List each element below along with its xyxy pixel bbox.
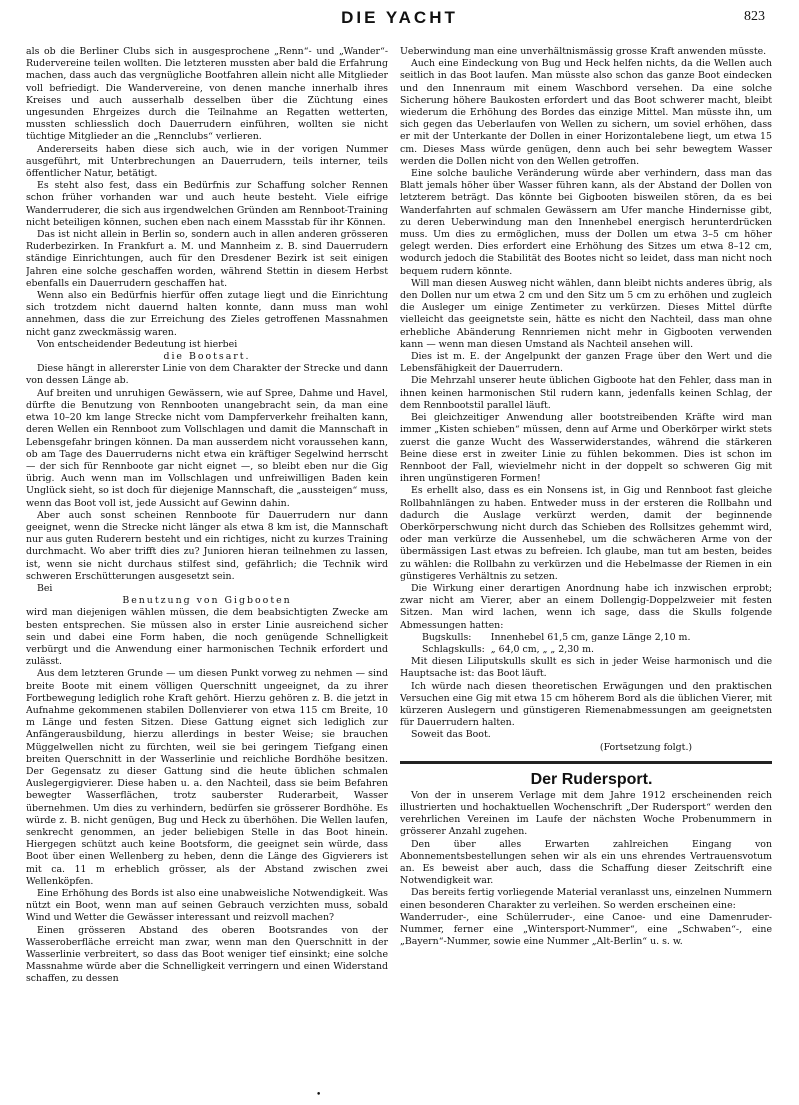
paragraph: Andererseits haben diese sich auch, wie in der vorigen Nummer ausgeführt, mit Unterbrechungen an Dauerrudern, teils interner, teils öffentlicher Natur, betätigt. <box>26 143 388 180</box>
paragraph: Dies ist m. E. der Angelpunkt der ganzen Frage über den Wert und die Lebensfähigkeit der Dauerrudern. <box>400 351 772 375</box>
page-number: 823 <box>744 9 765 24</box>
paragraph: Bei gleichzeitiger Anwendung aller bootstreibenden Kräfte wird man immer „Kisten schieben“ müssen, denn auf Arme und Oberkörper wirkt stets zuerst die ganze Wucht des Wasserwiderstandes, während die stärkeren Beine diese erst in zweiter Linie zu fühlen bekommen. Dies ist schon im Rennboot der Fall, wievielmehr nicht in der doppelt so schweren Gig mit ihren ungünstigeren Formen! <box>400 412 772 485</box>
paragraph: Auf breiten und unruhigen Gewässern, wie auf Spree, Dahme und Havel, dürfte die Benutzung von Rennbooten unangebracht sein, da man eine etwa 10–20 km lange Strecke nicht vom Dampferverkehr freihalten kann, deren Wellen ein Rennboot zum Vollschlagen und damit die Mannschaft in Lebensgefahr bringen können. Da man ausserdem nicht voraussehen kann, ob am Tage des Dauerruderns nicht etwa ein kräftiger Segelwind herrscht — der sich für Rennboote gar nicht eignet —, so bleibt eben nur die Gig übrig. Auch wenn man im Vollschlagen und unfreiwilligen Baden kein Unglück sieht, so ist doch für diejenige Mannschaft, die „aussteigen“ muss, wenn das Boot voll ist, jede Aussicht auf Gewinn dahin. <box>26 387 388 509</box>
left-column <box>26 46 388 1096</box>
paragraph: Wenn also ein Bedürfnis hierfür offen zutage liegt und die Einrichtung sich trotzdem nicht dauernd halten konnte, dann muss man wohl annehmen, dass die zur Erreichung des Zieles getroffenen Massnahmen nicht ganz zweckmässig waren. <box>26 290 388 338</box>
table-cell-spec: Innenhebel 61,5 cm, ganze Länge 2,10 m. <box>490 631 691 643</box>
skull-dimensions-table <box>422 632 696 656</box>
paragraph: Die Mehrzahl unserer heute üblichen Gigboote hat den Fehler, dass man in ihnen keinen harmonischen Stil rudern kann, jedenfalls keinen Schlag, der dem Rennbootstil parallel läuft. <box>400 375 772 411</box>
footer-mark: • <box>316 1090 322 1100</box>
paragraph: wird man diejenigen wählen müssen, die dem beabsichtigten Zwecke am besten entsprechen. Sie müssen also in erster Linie ausreichend sicher sein und dabei eine Form haben, die noch genügende Schnelligkeit verbürgt und die Anwendung einer harmonischen Technik erfordert und zulässt. <box>26 607 388 668</box>
paragraph: Will man diesen Ausweg nicht wählen, dann bleibt nichts anderes übrig, als den Dollen nur um etwa 2 cm und den Sitz um 5 cm zu erhöhen und zugleich die Ausleger um einige Zentimeter zu verkürzen. Dieses Mittel dürfte vielleicht das geeignetste sein, hätte es nicht den Nachteil, dass man ohne erhebliche Abänderung Rennriemen nicht mehr in Gigbooten verwenden kann — wenn man diesen Umstand als Nachteil ansehen will. <box>400 277 772 350</box>
paragraph: Das ist nicht allein in Berlin so, sondern auch in allen anderen grösseren Ruderbezirken. In Frankfurt a. M. und Mannheim z. B. sind Dauerrudern ständige Einrichtungen, auch für den Dresdener Bezirk ist seit einigen Jahren eine solche geschaffen worden, während Stettin in diesem Herbst ebenfalls ein Dauerrudern geschaffen hat. <box>26 229 388 289</box>
table-row <box>422 632 696 644</box>
section-divider <box>400 761 772 764</box>
paragraph: Mit diesen Liliputskulls skullt es sich in jeder Weise harmonisch und die Hauptsache ist: das Boot läuft. <box>400 656 772 680</box>
paragraph: Aber auch sonst scheinen Rennboote für Dauerrudern nur dann geeignet, wenn die Strecke nicht länger als etwa 8 km ist, die Mannschaft nur aus guten Ruderern besteht und ein richtiges, nicht zu kurzes Training durchmacht. Wo aber trifft dies zu? Junioren hieran teilnehmen zu lassen, ist, wenn sie nicht durchaus stilfest sind, gefährlich; die Technik wird schweren Erschütterungen ausgesetzt sein. <box>26 509 388 582</box>
table-cell-label: Bugskulls: <box>422 631 472 643</box>
paragraph: Aus dem letzteren Grunde — um diesen Punkt vorweg zu nehmen — sind breite Boote mit einem völligen Querschnitt ungeeignet, da zu ihrer Fortbewegung lediglich rohe Kraft gehört. Hierzu gehören z. B. die jetzt in Aufnahme gekommenen stabilen Dollenvierer von etwa 115 cm Breite, 10 m Länge und festen Sitzen. Diese Gattung eignet sich lediglich zur Anfängerausbildung, hierzu allerdings in bester Weise; sie brauchen Müggelwellen nicht zu fürchten, weil sie bei geringem Tiefgang einen breiten Querschnitt in der Wasserlinie und reichliche Bordhöhe besitzen. Der Gegensatz zu dieser Gattung sind die heute üblichen schmalen Auslegergigvierer. Diese haben u. a. den Nachteil, dass sie beim Befahren bewegter Wasserflächen, trotz sauberster Ruderarbeit, Wasser übernehmen. Um dies zu verhindern, bedürfen sie grösserer Bordhöhe. Es würde z. B. nicht genügen, Bug und Heck zu überhöhen. Die Wellen laufen, senkrecht genommen, an jeder beliebigen Stelle in das Boot hinein. Hiergegen schützt auch keine Bootsform, die geeignet sein würde, dass Boot über einen Wellenberg zu heben, denn die Länge des Gigvierers ist mit ca. 11 m erheblich grösser, als der Abstand zwischen zwei Wellenköpfen. <box>26 668 388 887</box>
paragraph: Es steht also fest, dass ein Bedürfnis zur Schaffung solcher Rennen schon früher vorhanden war und auch heute besteht. Viele eifrige Wanderruderer, die sich aus irgendwelchen Gründen am Rennboot-Training nicht beteiligen können, suchen eben nach einem Massstab für ihr Können. <box>26 180 388 228</box>
table-cell-spec: „ 64,0 cm, „ „ 2,30 m. <box>490 643 594 655</box>
paragraph: Soweit das Boot. <box>411 729 491 741</box>
paragraph: Auch eine Eindeckung von Bug und Heck helfen nichts, da die Wellen auch seitlich in das Boot laufen. Man müsste also schon das ganze Boot eindecken und den Innenraum mit einem Waschbord versehen. Da eine solche Sicherung höhere Baukosten erfordert und das Boot schwerer macht, bleibt wiederum die Erhöhung des Bordes das einzige Mittel. Man müsste ihn, um sich gegen das Ueberlaufen von Wellen zu sichern, um soviel erhöhen, dass er mit der Unterkante der Dollen in einer Horizontalebene liegt, um etwa 15 cm. Dieses Mass würde genügen, denn auch bei sehr bewegtem Wasser werden die Dollen nicht von den Wellen getroffen. <box>400 58 772 167</box>
paragraph: Die Wirkung einer derartigen Anordnung habe ich inzwischen erprobt; zwar nicht am Vierer, aber an einem Dollengig-Doppelzweier mit festen Sitzen. Man wird lachen, wenn ich sage, dass die Skulls folgende Abmessungen hatten: <box>400 582 772 631</box>
paragraph: Einen grösseren Abstand des oberen Bootsrandes von der Wasseroberfläche erreicht man zwar, wenn man den Querschnitt in der Wasserlinie verbreitert, so dass das Boot weniger tief einsinkt; eine solche Massnahme würde aber die Schnelligkeit verringern und einen Widerstand schaffen, zu dessen <box>26 924 388 985</box>
issue-list: Wanderruder-, eine Schülerruder-, eine Canoe- und eine Damenruder-Nummer, ferner eine „Wintersport-Nummer“, eine „Schwaben“-, eine „Bayern“-Nummer, sowie eine Nummer „Alt-Berlin“ u. s. w. <box>400 911 772 948</box>
paragraph: Das bereits fertig vorliegende Material veranlasst uns, einzelnen Nummern einen besonderen Charakter zu verleihen. So werden erscheinen eine: <box>400 887 772 911</box>
running-title: DIE YACHT <box>341 8 458 27</box>
continued-note: (Fortsetzung folgt.) <box>599 741 693 753</box>
paragraph: Bei <box>37 582 53 594</box>
paragraph: Diese hängt in allererster Linie von dem Charakter der Strecke und dann von dessen Länge ab. <box>26 363 388 387</box>
section-heading-gigbooten: Benutzung von Gigbooten <box>122 595 292 607</box>
paragraph: Eine Erhöhung des Bords ist also eine unabweisliche Notwendigkeit. Was nützt ein Boot, wenn man auf seinen Gebrauch verzichten muss, sobald Wind und Wetter die Gewässer interessant und reizvoll machen? <box>26 888 388 924</box>
article-title: Der Rudersport. <box>530 770 653 788</box>
right-column <box>400 46 772 1046</box>
paragraph: Von der in unserem Verlage mit dem Jahre 1912 erscheinenden reich illustrierten und hochaktuellen Wochenschrift „Der Rudersport“ werden den verehrlichen Vereinen im Laufe der nächsten Woche Probenummern in grösserer Anzahl zugehen. <box>400 789 772 838</box>
paragraph: Von entscheidender Bedeutung ist hierbei <box>37 338 238 350</box>
paragraph: Es erhellt also, dass es ein Nonsens ist, in Gig und Rennboot fast gleiche Rollbahnlängen zu haben. Entweder muss in der ersteren die Rollbahn und dadurch die Auslage verkürzt werden, damit der beginnende Oberkörperschwung nicht durch das Schieben des Rollsitzes gehemmt wird, oder man verkürze die Aussenhebel, um die schwächeren Arme von der übermässigen Last etwas zu befreien. Ich glaube, man tut am besten, beides zu wählen: die Rollbahn zu verkürzen und die Hebelmasse der Riemen in ein günstigeres Verhältnis zu setzen. <box>400 485 772 582</box>
paragraph: als ob die Berliner Clubs sich in ausgesprochene „Renn“- und „Wander“-Rudervereine teilen wollten. Die letzteren mussten aber bald die Erfahrung machen, dass auch das vergnügliche Bootfahren allein nicht alle Mitglieder voll befriedigt. Die Wandervereine, von denen manche innerhalb ihres Kreises und auch ausserhalb desselben über die Züchtung eines ungesunden Ehrgeizes durch die Teilnahme an Regatten wetterten, mussten schliesslich doch Dauerrudern einführen, wollten sie nicht tüchtige Mitglieder an die „Rennclubs“ verlieren. <box>26 46 388 143</box>
paragraph: Ich würde nach diesen theoretischen Erwägungen und den praktischen Versuchen eine Gig mit etwa 15 cm höherem Bord als die üblichen Vierer, mit kürzeren Auslegern und günstigeren Riemenabmessungen am geeignetsten für Dauerrudern halten. <box>400 680 772 729</box>
table-row <box>422 644 696 656</box>
paragraph: Ueberwindung man eine unverhältnismässig grosse Kraft anwenden müsste. <box>400 46 767 57</box>
section-heading-bootsart: die Bootsart. <box>163 351 251 363</box>
paragraph: Den über alles Erwarten zahlreichen Eingang von Abonnementsbestellungen sehen wir als ein uns ehrendes Vertrauensvotum an. Es beweist aber auch, dass die Schaffung dieser Zeitschrift eine Notwendigkeit war. <box>400 838 772 887</box>
paragraph: Eine solche bauliche Veränderung würde aber verhindern, dass man das Blatt jemals höher über Wasser führen kann, als der Abstand der Dollen von letzterem beträgt. Das könnte bei Gigbooten bisweilen stören, da es bei Wanderfahrten auf schmalen Gewässern am Ufer manche Hindernisse gibt, zu deren Ueberwindung man den Innenhebel energisch herunterdrücken muss. Um dies zu ermöglichen, muss der Dollen um etwa 3–5 cm höher gelegt werden. Dies erfordert eine Erhöhung des Sitzes um etwa 8–12 cm, wodurch jedoch die Stabilität des Bootes nicht so leidet, dass man nicht noch bequem rudern könnte. <box>400 168 772 277</box>
table-cell-label: Schlagskulls: <box>422 643 485 655</box>
